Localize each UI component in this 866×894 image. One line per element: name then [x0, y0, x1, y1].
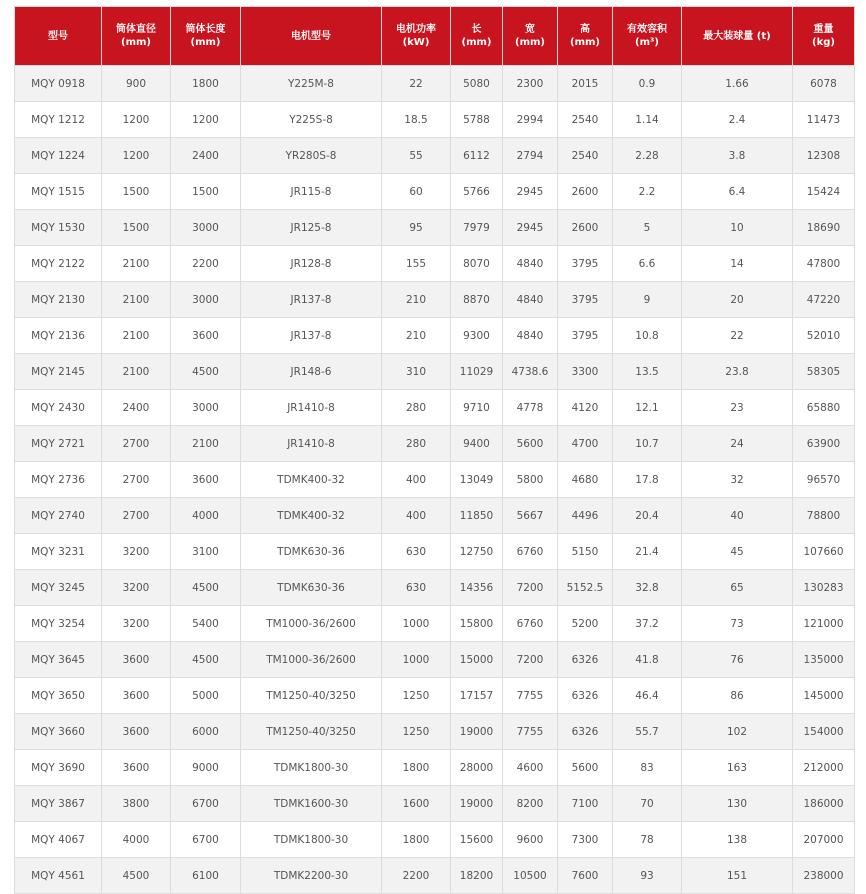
cell-effective-volume: 2.28	[613, 138, 682, 174]
cell-max-ball-load: 6.4	[682, 174, 793, 210]
cell-weight: 52010	[793, 318, 855, 354]
cell-effective-volume: 5	[613, 210, 682, 246]
cell-motor-model: JR128-8	[241, 246, 382, 282]
cell-width: 2945	[503, 174, 558, 210]
cell-length: 17157	[451, 678, 503, 714]
cell-weight: 186000	[793, 786, 855, 822]
cell-motor-power: 630	[382, 570, 451, 606]
cell-height: 4120	[558, 390, 613, 426]
cell-max-ball-load: 1.66	[682, 66, 793, 102]
cell-width: 6760	[503, 606, 558, 642]
cell-model: MQY 0918	[15, 66, 102, 102]
cell-drum-length: 3000	[171, 390, 241, 426]
col-header-effective-volume: 有效容积 (m³)	[613, 7, 682, 66]
table-row	[15, 210, 855, 246]
table-row	[15, 606, 855, 642]
cell-weight: 47220	[793, 282, 855, 318]
cell-drum-length: 6100	[171, 858, 241, 894]
cell-effective-volume: 20.4	[613, 498, 682, 534]
cell-model: MQY 2721	[15, 426, 102, 462]
cell-weight: 121000	[793, 606, 855, 642]
cell-model: MQY 3254	[15, 606, 102, 642]
cell-drum-length: 2200	[171, 246, 241, 282]
cell-drum-diameter: 2100	[102, 246, 171, 282]
cell-weight: 15424	[793, 174, 855, 210]
cell-motor-power: 1250	[382, 678, 451, 714]
cell-width: 4600	[503, 750, 558, 786]
cell-drum-diameter: 3200	[102, 570, 171, 606]
cell-motor-model: Y225M-8	[241, 66, 382, 102]
cell-max-ball-load: 102	[682, 714, 793, 750]
cell-max-ball-load: 2.4	[682, 102, 793, 138]
cell-max-ball-load: 76	[682, 642, 793, 678]
cell-height: 5152.5	[558, 570, 613, 606]
cell-max-ball-load: 20	[682, 282, 793, 318]
cell-max-ball-load: 151	[682, 858, 793, 894]
cell-effective-volume: 13.5	[613, 354, 682, 390]
table-row	[15, 102, 855, 138]
cell-drum-length: 2100	[171, 426, 241, 462]
cell-weight: 12308	[793, 138, 855, 174]
cell-weight: 65880	[793, 390, 855, 426]
col-header-width: 宽 (mm)	[503, 7, 558, 66]
cell-effective-volume: 70	[613, 786, 682, 822]
cell-length: 12750	[451, 534, 503, 570]
cell-motor-model: JR1410-8	[241, 426, 382, 462]
cell-weight: 58305	[793, 354, 855, 390]
cell-motor-model: JR137-8	[241, 318, 382, 354]
cell-drum-length: 1200	[171, 102, 241, 138]
cell-length: 15000	[451, 642, 503, 678]
col-header-model: 型号	[15, 7, 102, 66]
header-row	[15, 7, 855, 66]
cell-width: 4840	[503, 246, 558, 282]
cell-motor-model: TDMK630-36	[241, 534, 382, 570]
cell-length: 19000	[451, 786, 503, 822]
cell-length: 11029	[451, 354, 503, 390]
cell-effective-volume: 12.1	[613, 390, 682, 426]
table-row	[15, 750, 855, 786]
cell-motor-model: TDMK400-32	[241, 462, 382, 498]
cell-model: MQY 2740	[15, 498, 102, 534]
cell-drum-length: 3000	[171, 282, 241, 318]
cell-max-ball-load: 23.8	[682, 354, 793, 390]
cell-motor-model: TDMK2200-30	[241, 858, 382, 894]
cell-height: 6326	[558, 642, 613, 678]
cell-motor-power: 1000	[382, 642, 451, 678]
cell-width: 7755	[503, 714, 558, 750]
cell-drum-diameter: 4500	[102, 858, 171, 894]
cell-width: 5800	[503, 462, 558, 498]
cell-motor-power: 95	[382, 210, 451, 246]
cell-drum-diameter: 2100	[102, 318, 171, 354]
cell-height: 6326	[558, 714, 613, 750]
cell-height: 2600	[558, 174, 613, 210]
cell-width: 7200	[503, 642, 558, 678]
spec-table-container	[14, 6, 854, 894]
cell-length: 14356	[451, 570, 503, 606]
cell-drum-length: 4500	[171, 642, 241, 678]
cell-motor-power: 1600	[382, 786, 451, 822]
cell-model: MQY 1515	[15, 174, 102, 210]
cell-motor-power: 1000	[382, 606, 451, 642]
cell-effective-volume: 46.4	[613, 678, 682, 714]
cell-max-ball-load: 3.8	[682, 138, 793, 174]
table-row	[15, 570, 855, 606]
table-row	[15, 534, 855, 570]
cell-model: MQY 3690	[15, 750, 102, 786]
cell-motor-model: TM1000-36/2600	[241, 642, 382, 678]
cell-drum-length: 6000	[171, 714, 241, 750]
cell-motor-power: 210	[382, 318, 451, 354]
cell-drum-diameter: 1500	[102, 174, 171, 210]
cell-motor-power: 630	[382, 534, 451, 570]
cell-model: MQY 3245	[15, 570, 102, 606]
cell-drum-length: 6700	[171, 786, 241, 822]
cell-weight: 207000	[793, 822, 855, 858]
col-header-motor-power: 电机功率 (kW)	[382, 7, 451, 66]
cell-effective-volume: 78	[613, 822, 682, 858]
cell-weight: 63900	[793, 426, 855, 462]
table-row	[15, 462, 855, 498]
cell-height: 3795	[558, 246, 613, 282]
cell-model: MQY 2122	[15, 246, 102, 282]
cell-height: 4700	[558, 426, 613, 462]
col-header-drum-length: 筒体长度 (mm)	[171, 7, 241, 66]
cell-drum-diameter: 1200	[102, 102, 171, 138]
cell-width: 7755	[503, 678, 558, 714]
cell-weight: 154000	[793, 714, 855, 750]
cell-drum-length: 4500	[171, 354, 241, 390]
cell-weight: 130283	[793, 570, 855, 606]
table-row	[15, 426, 855, 462]
cell-height: 3795	[558, 318, 613, 354]
cell-model: MQY 3645	[15, 642, 102, 678]
cell-drum-length: 3600	[171, 462, 241, 498]
table-row	[15, 678, 855, 714]
cell-motor-model: TM1000-36/2600	[241, 606, 382, 642]
cell-model: MQY 1530	[15, 210, 102, 246]
cell-max-ball-load: 138	[682, 822, 793, 858]
cell-effective-volume: 10.8	[613, 318, 682, 354]
cell-effective-volume: 1.14	[613, 102, 682, 138]
cell-height: 2015	[558, 66, 613, 102]
cell-max-ball-load: 40	[682, 498, 793, 534]
cell-effective-volume: 32.8	[613, 570, 682, 606]
cell-drum-diameter: 3200	[102, 606, 171, 642]
col-header-length: 长 (mm)	[451, 7, 503, 66]
ball-mill-spec-table	[14, 6, 855, 894]
cell-height: 4680	[558, 462, 613, 498]
cell-motor-power: 400	[382, 462, 451, 498]
cell-length: 15600	[451, 822, 503, 858]
cell-max-ball-load: 23	[682, 390, 793, 426]
cell-width: 7200	[503, 570, 558, 606]
cell-weight: 96570	[793, 462, 855, 498]
cell-motor-power: 60	[382, 174, 451, 210]
cell-length: 28000	[451, 750, 503, 786]
cell-max-ball-load: 130	[682, 786, 793, 822]
cell-height: 4496	[558, 498, 613, 534]
cell-model: MQY 4067	[15, 822, 102, 858]
cell-max-ball-load: 32	[682, 462, 793, 498]
cell-drum-length: 3100	[171, 534, 241, 570]
cell-effective-volume: 21.4	[613, 534, 682, 570]
cell-length: 15800	[451, 606, 503, 642]
table-row	[15, 498, 855, 534]
cell-model: MQY 1224	[15, 138, 102, 174]
cell-height: 7300	[558, 822, 613, 858]
cell-motor-model: TDMK1600-30	[241, 786, 382, 822]
cell-model: MQY 3231	[15, 534, 102, 570]
table-row	[15, 246, 855, 282]
cell-width: 4778	[503, 390, 558, 426]
cell-drum-length: 9000	[171, 750, 241, 786]
cell-motor-model: Y225S-8	[241, 102, 382, 138]
cell-effective-volume: 6.6	[613, 246, 682, 282]
cell-model: MQY 2130	[15, 282, 102, 318]
cell-drum-diameter: 3600	[102, 642, 171, 678]
cell-width: 6760	[503, 534, 558, 570]
cell-motor-model: YR280S-8	[241, 138, 382, 174]
cell-length: 9400	[451, 426, 503, 462]
cell-effective-volume: 17.8	[613, 462, 682, 498]
cell-max-ball-load: 45	[682, 534, 793, 570]
cell-model: MQY 3650	[15, 678, 102, 714]
cell-motor-power: 18.5	[382, 102, 451, 138]
cell-model: MQY 3660	[15, 714, 102, 750]
cell-motor-power: 210	[382, 282, 451, 318]
cell-drum-length: 5000	[171, 678, 241, 714]
cell-width: 2945	[503, 210, 558, 246]
cell-length: 7979	[451, 210, 503, 246]
cell-motor-power: 1250	[382, 714, 451, 750]
table-row	[15, 858, 855, 894]
cell-height: 2600	[558, 210, 613, 246]
cell-motor-model: JR137-8	[241, 282, 382, 318]
cell-drum-length: 3600	[171, 318, 241, 354]
cell-length: 18200	[451, 858, 503, 894]
cell-drum-length: 4000	[171, 498, 241, 534]
cell-length: 19000	[451, 714, 503, 750]
cell-width: 5600	[503, 426, 558, 462]
cell-model: MQY 2136	[15, 318, 102, 354]
cell-drum-diameter: 2700	[102, 426, 171, 462]
cell-height: 5200	[558, 606, 613, 642]
col-header-motor-model: 电机型号	[241, 7, 382, 66]
cell-height: 6326	[558, 678, 613, 714]
cell-drum-diameter: 3600	[102, 750, 171, 786]
cell-motor-model: JR1410-8	[241, 390, 382, 426]
cell-drum-diameter: 3800	[102, 786, 171, 822]
cell-length: 5788	[451, 102, 503, 138]
cell-length: 9710	[451, 390, 503, 426]
cell-effective-volume: 9	[613, 282, 682, 318]
cell-max-ball-load: 163	[682, 750, 793, 786]
cell-weight: 145000	[793, 678, 855, 714]
cell-length: 5766	[451, 174, 503, 210]
cell-weight: 6078	[793, 66, 855, 102]
cell-height: 2540	[558, 138, 613, 174]
col-header-max-ball-load: 最大装球量 (t)	[682, 7, 793, 66]
cell-model: MQY 2145	[15, 354, 102, 390]
cell-length: 9300	[451, 318, 503, 354]
cell-weight: 135000	[793, 642, 855, 678]
cell-motor-model: TDMK1800-30	[241, 750, 382, 786]
table-row	[15, 66, 855, 102]
cell-height: 5600	[558, 750, 613, 786]
cell-effective-volume: 93	[613, 858, 682, 894]
cell-length: 8070	[451, 246, 503, 282]
cell-model: MQY 2430	[15, 390, 102, 426]
cell-motor-model: TDMK1800-30	[241, 822, 382, 858]
cell-max-ball-load: 10	[682, 210, 793, 246]
cell-width: 9600	[503, 822, 558, 858]
cell-width: 10500	[503, 858, 558, 894]
table-row	[15, 174, 855, 210]
cell-effective-volume: 41.8	[613, 642, 682, 678]
cell-motor-power: 1800	[382, 750, 451, 786]
table-row	[15, 642, 855, 678]
cell-length: 8870	[451, 282, 503, 318]
cell-length: 13049	[451, 462, 503, 498]
cell-motor-model: JR115-8	[241, 174, 382, 210]
cell-motor-power: 155	[382, 246, 451, 282]
cell-drum-diameter: 1500	[102, 210, 171, 246]
cell-drum-diameter: 4000	[102, 822, 171, 858]
cell-motor-power: 22	[382, 66, 451, 102]
cell-weight: 107660	[793, 534, 855, 570]
cell-drum-diameter: 3200	[102, 534, 171, 570]
cell-length: 11850	[451, 498, 503, 534]
cell-effective-volume: 83	[613, 750, 682, 786]
cell-weight: 47800	[793, 246, 855, 282]
cell-drum-length: 1800	[171, 66, 241, 102]
cell-max-ball-load: 73	[682, 606, 793, 642]
cell-drum-length: 5400	[171, 606, 241, 642]
cell-max-ball-load: 14	[682, 246, 793, 282]
cell-effective-volume: 37.2	[613, 606, 682, 642]
cell-weight: 78800	[793, 498, 855, 534]
col-header-weight: 重量 (kg)	[793, 7, 855, 66]
cell-drum-diameter: 2100	[102, 282, 171, 318]
cell-effective-volume: 0.9	[613, 66, 682, 102]
table-row	[15, 714, 855, 750]
cell-motor-model: TM1250-40/3250	[241, 714, 382, 750]
cell-width: 2300	[503, 66, 558, 102]
cell-width: 8200	[503, 786, 558, 822]
cell-height: 5150	[558, 534, 613, 570]
cell-width: 5667	[503, 498, 558, 534]
cell-motor-power: 400	[382, 498, 451, 534]
cell-drum-diameter: 1200	[102, 138, 171, 174]
table-row	[15, 282, 855, 318]
cell-max-ball-load: 24	[682, 426, 793, 462]
col-header-drum-diameter: 筒体直径 (mm)	[102, 7, 171, 66]
table-row	[15, 390, 855, 426]
cell-height: 7100	[558, 786, 613, 822]
cell-drum-diameter: 900	[102, 66, 171, 102]
cell-max-ball-load: 65	[682, 570, 793, 606]
cell-model: MQY 3867	[15, 786, 102, 822]
cell-effective-volume: 55.7	[613, 714, 682, 750]
cell-width: 4840	[503, 282, 558, 318]
cell-length: 6112	[451, 138, 503, 174]
cell-effective-volume: 2.2	[613, 174, 682, 210]
cell-motor-model: JR148-6	[241, 354, 382, 390]
table-row	[15, 354, 855, 390]
cell-width: 4840	[503, 318, 558, 354]
cell-motor-model: TDMK630-36	[241, 570, 382, 606]
cell-motor-power: 280	[382, 426, 451, 462]
cell-model: MQY 1212	[15, 102, 102, 138]
cell-motor-power: 1800	[382, 822, 451, 858]
cell-height: 2540	[558, 102, 613, 138]
cell-motor-model: TM1250-40/3250	[241, 678, 382, 714]
table-body	[15, 66, 855, 894]
table-row	[15, 822, 855, 858]
cell-motor-power: 2200	[382, 858, 451, 894]
cell-motor-power: 55	[382, 138, 451, 174]
cell-drum-length: 2400	[171, 138, 241, 174]
table-row	[15, 786, 855, 822]
cell-motor-power: 280	[382, 390, 451, 426]
cell-motor-model: JR125-8	[241, 210, 382, 246]
cell-height: 7600	[558, 858, 613, 894]
cell-weight: 238000	[793, 858, 855, 894]
cell-drum-diameter: 2700	[102, 498, 171, 534]
col-header-height: 高 (mm)	[558, 7, 613, 66]
cell-drum-diameter: 2100	[102, 354, 171, 390]
cell-weight: 11473	[793, 102, 855, 138]
cell-drum-diameter: 2400	[102, 390, 171, 426]
cell-drum-length: 6700	[171, 822, 241, 858]
cell-max-ball-load: 22	[682, 318, 793, 354]
cell-drum-length: 4500	[171, 570, 241, 606]
cell-drum-diameter: 3600	[102, 714, 171, 750]
cell-motor-power: 310	[382, 354, 451, 390]
cell-max-ball-load: 86	[682, 678, 793, 714]
cell-effective-volume: 10.7	[613, 426, 682, 462]
cell-height: 3795	[558, 282, 613, 318]
table-row	[15, 318, 855, 354]
cell-weight: 212000	[793, 750, 855, 786]
cell-length: 5080	[451, 66, 503, 102]
cell-width: 2794	[503, 138, 558, 174]
cell-drum-length: 1500	[171, 174, 241, 210]
cell-drum-length: 3000	[171, 210, 241, 246]
cell-drum-diameter: 2700	[102, 462, 171, 498]
cell-model: MQY 2736	[15, 462, 102, 498]
cell-motor-model: TDMK400-32	[241, 498, 382, 534]
cell-drum-diameter: 3600	[102, 678, 171, 714]
cell-height: 3300	[558, 354, 613, 390]
cell-model: MQY 4561	[15, 858, 102, 894]
cell-width: 4738.6	[503, 354, 558, 390]
cell-width: 2994	[503, 102, 558, 138]
cell-weight: 18690	[793, 210, 855, 246]
table-row	[15, 138, 855, 174]
